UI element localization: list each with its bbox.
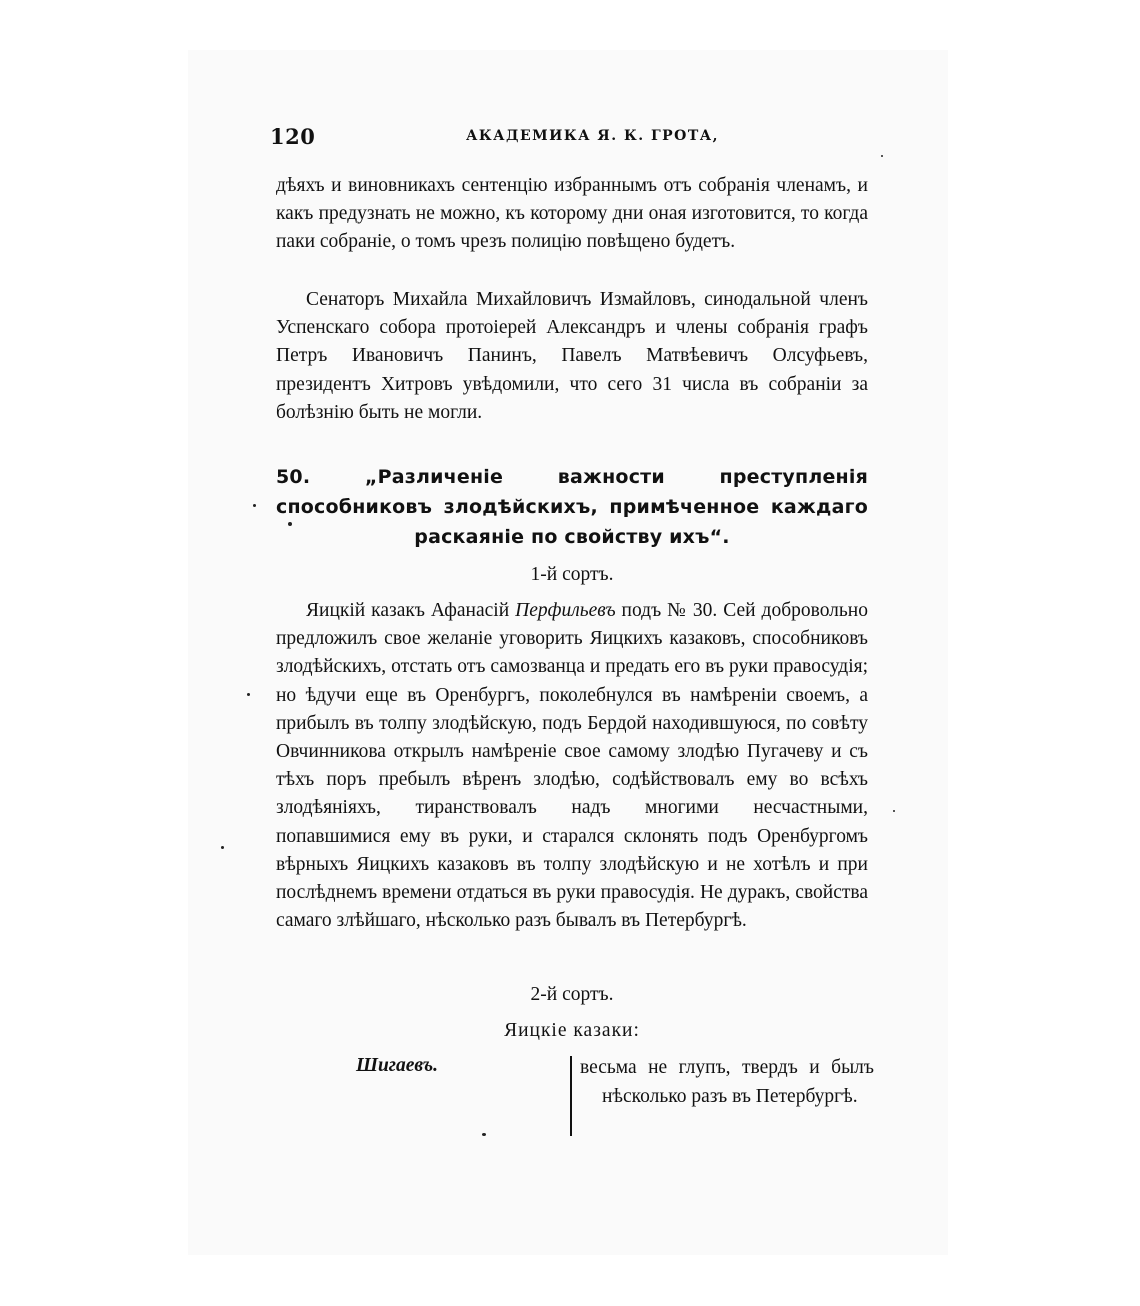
- paragraph-senators: [276, 286, 868, 427]
- sort-1-body: [276, 597, 868, 935]
- print-speck: [253, 504, 256, 507]
- entry-name: Шигаевъ.: [356, 1055, 439, 1076]
- page-header: [270, 124, 868, 154]
- entry-note: [580, 1054, 874, 1111]
- print-speck: [482, 1133, 486, 1136]
- print-speck: [221, 846, 224, 849]
- sort-1-paragraph-rest: подъ № 30. Сей добровольно предложилъ свое желаніе уговорить Яицкихъ казаковъ, способниковъ злодѣйскихъ, отстать отъ самозванца и предать его въ руки правосудія; но ѣдучи еще въ Оренбургъ, поколебнулся въ намѣреніи своемъ, а прибылъ въ толпу злодѣйскую, подъ Бердой находившуюся, по совѣту Овчинникова открылъ намѣреніе свое самому злодѣю Пугачеву и съ тѣхъ поръ пребылъ вѣренъ злодѣю, содѣйствовалъ ему во всѣхъ злодѣяніяхъ, тиранствовалъ надъ многими несчастными, попавшимися ему въ руки, и старался склонять подъ Оренбургомъ вѣрныхъ Яицкихъ казаковъ въ толпу злодѣйскую и не хотѣлъ и при послѣднемъ времени отдаться въ руки правосудія. Не дуракъ, свойства самаго злѣйшаго, нѣсколько разъ бывалъ въ Петербургѣ.: [276, 600, 868, 932]
- sort-2-subtitle: Яицкіе казаки:: [504, 1020, 640, 1041]
- print-speck: [247, 693, 250, 696]
- cossack-entry-table: [340, 1054, 880, 1144]
- bracket-rule: [570, 1056, 572, 1136]
- print-speck: [893, 810, 895, 812]
- paragraph-continued: [276, 172, 868, 257]
- paragraph-2: Сенаторъ Михайла Михайловичъ Измайловъ, синодальной членъ Успенскаго собора протоіерей Александръ и члены собранія графъ Петръ Ивановичъ Панинъ, Павелъ Матвѣевичъ Олсуфьевъ, президентъ Хитровъ увѣдомили, что сего 31 числа въ собраніи за болѣзнію быть не могли.: [276, 289, 868, 423]
- sort-1-paragraph: [276, 597, 868, 935]
- print-speck: [288, 522, 292, 526]
- entry-note-text: весьма не глупъ, твердъ и былъ нѣсколько разъ въ Петербургѣ.: [580, 1057, 874, 1107]
- section-heading: 50. „Различеніе важности преступленія способниковъ злодѣйскихъ, примѣченное каждаго раскаяніе по свойству ихъ“.: [276, 466, 868, 548]
- surname-perfiliev: Перфильевъ: [515, 600, 616, 621]
- paragraph-1: дѣяхъ и виновникахъ сентенцію избраннымъ отъ собранія членамъ, и какъ предузнать не можно, къ которому дни оная изготовится, то когда паки собраніе, о томъ чрезъ полицію повѣщено будетъ.: [276, 175, 868, 253]
- running-head: АКАДЕМИКА Я. К. ГРОТА,: [466, 128, 720, 144]
- sort-1-title: 1-й сортъ.: [530, 564, 614, 585]
- sort-2-title: 2-й сортъ.: [530, 984, 614, 1005]
- print-speck: [881, 155, 883, 157]
- page-number: 120: [270, 124, 316, 149]
- sort-1-paragraph-start: Яицкій казакъ Афанасій: [306, 600, 516, 621]
